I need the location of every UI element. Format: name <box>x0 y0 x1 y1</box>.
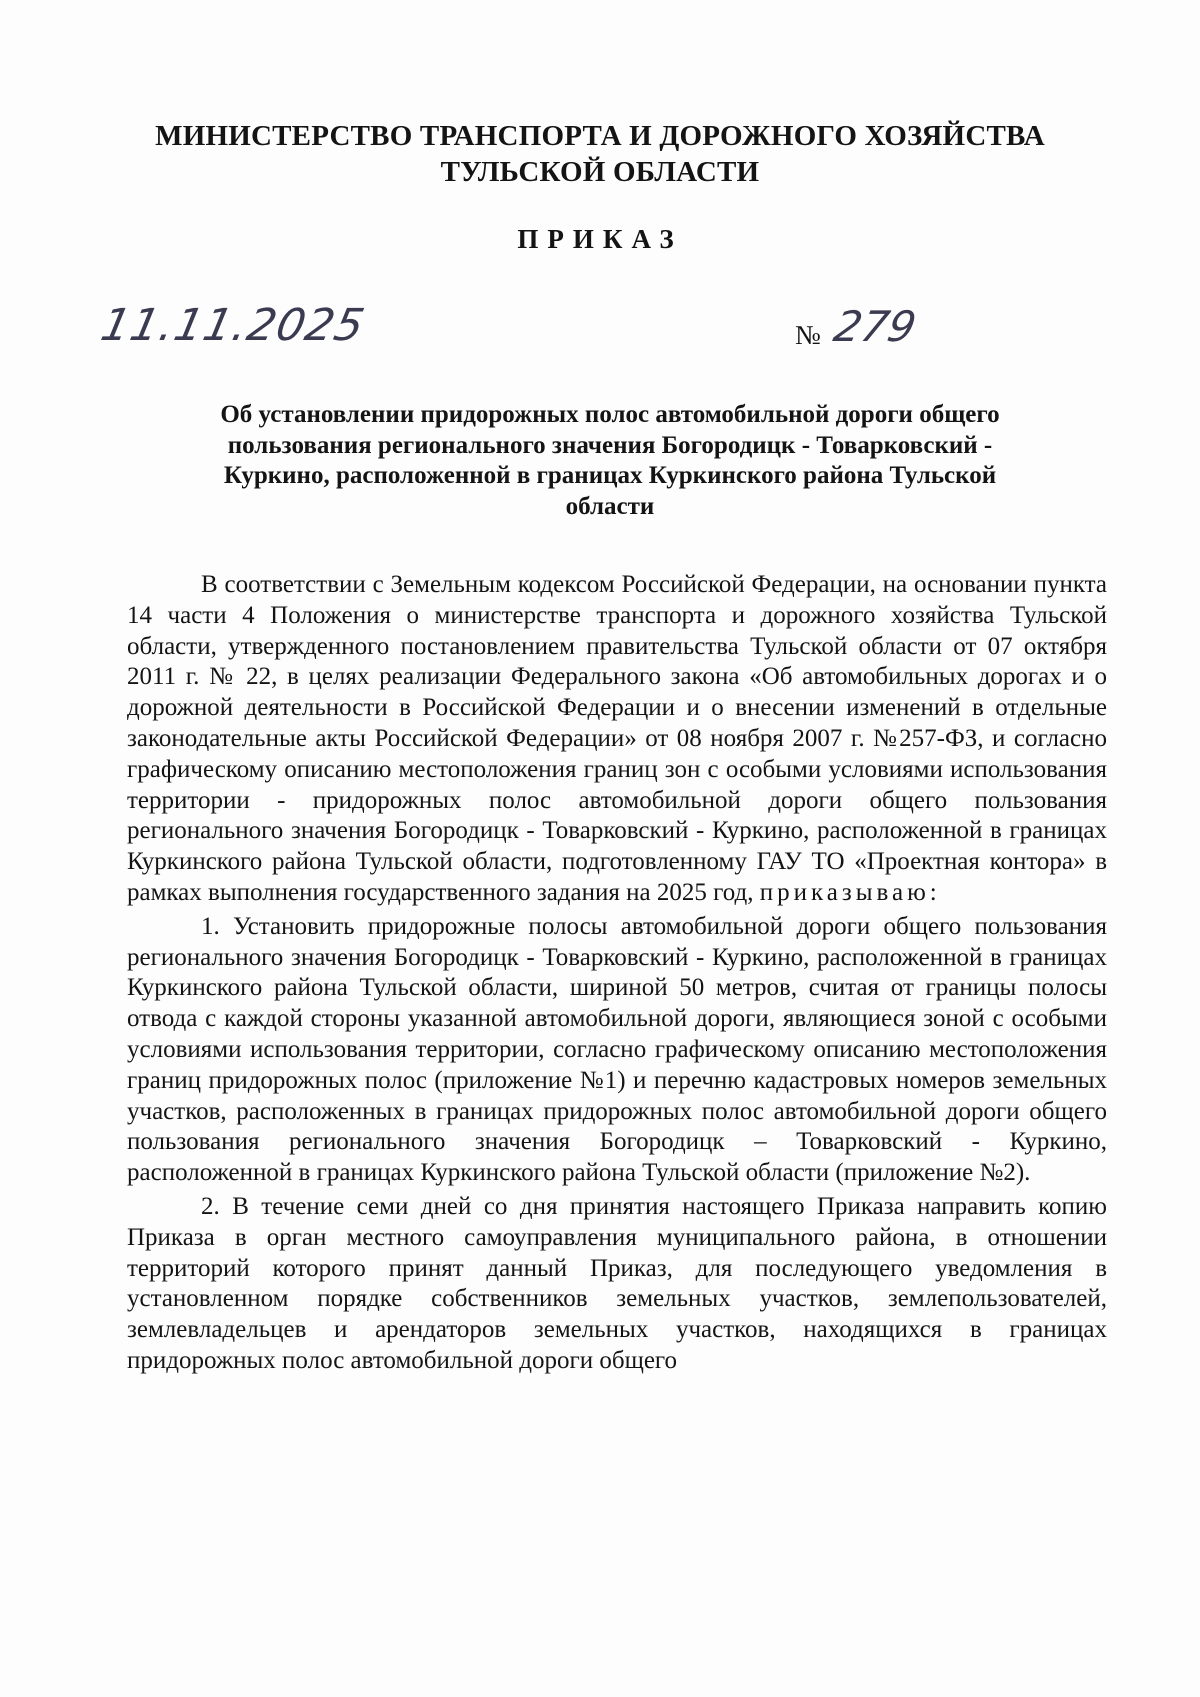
order-directive-word: приказываю: <box>759 878 941 906</box>
order-body <box>127 570 1107 1380</box>
handwritten-order-number: 279 <box>829 302 921 351</box>
subject-line: Об установлении придорожных полос автомобильной дороги общего <box>220 401 1000 428</box>
order-item-1: 1. Установить придорожные полосы автомобильной дороги общего пользования регионального значения Богородицк - Товарковский - Куркино, расположенной в границах Куркинского района Тульской области, шириной 50 метров, считая от границы полосы отвода с каждой стороны указанной автомобильной дороги, являющиеся зоной с особыми условиями использования территории, согласно графическому описанию местоположения границ придорожных полос (приложение №1) и перечню кадастровых номеров земельных участков, расположенных в границах придорожных полос автомобильной дороги общего пользования регионального значения Богородицк – Товарковский - Куркино, расположенной в границах Куркинского района Тульской области (приложение №2). <box>127 912 1107 1187</box>
subject-line: области <box>565 492 655 520</box>
preamble-text: В соответствии с Земельным кодексом Российской Федерации, на основании пункта 14 части 4 Положения о министерстве транспорта и дорожного хозяйства Тульской области, утвержденного постановлением правительства Тульской области от 07 октября 2011 г. № 22, в целях реализации Федерального закона «Об автомобильных дорогах и о дорожной деятельности в Российской Федерации и о внесении изменений в отдельные законодательные акты Российской Федерации» от 08 ноября 2007 г. №257-ФЗ, и согласно графическому описанию местоположения границ зон с особыми условиями использования территории - придорожных полос автомобильной дороги общего пользования регионального значения Богородицк - Товарковский - Куркино, расположенной в границах Куркинского района Тульской области, подготовленному ГАУ ТО «Проектная контора» в рамках выполнения государственного задания на 2025 год, <box>127 571 1107 906</box>
subject-line: пользования регионального значения Богородицк - Товарковский - <box>227 431 993 459</box>
document-header <box>0 118 1200 190</box>
order-number-label: № <box>795 320 821 350</box>
organization-name-line1: МИНИСТЕРСТВО ТРАНСПОРТА И ДОРОЖНОГО ХОЗЯЙСТВА <box>155 120 1045 152</box>
subject-line: Куркино, расположенной в границах Куркинского района Тульской <box>223 462 997 489</box>
order-item-2: 2. В течение семи дней со дня принятия настоящего Приказа направить копию Приказа в орган местного самоуправления муниципального района, в отношении территорий которого принят данный Приказ, для последующего уведомления в установленном порядке собственников земельных участков, землепользователей, землевладельцев и арендаторов земельных участков, находящихся в границах придорожных полос автомобильной дороги общего <box>127 1192 1107 1374</box>
organization-name-line2: ТУЛЬСКОЙ ОБЛАСТИ <box>440 156 760 188</box>
order-subject <box>160 400 1060 522</box>
document-type-title: ПРИКАЗ <box>517 224 683 254</box>
handwritten-date: 11.11.2025 <box>96 300 370 351</box>
preamble-paragraph <box>127 570 1107 909</box>
